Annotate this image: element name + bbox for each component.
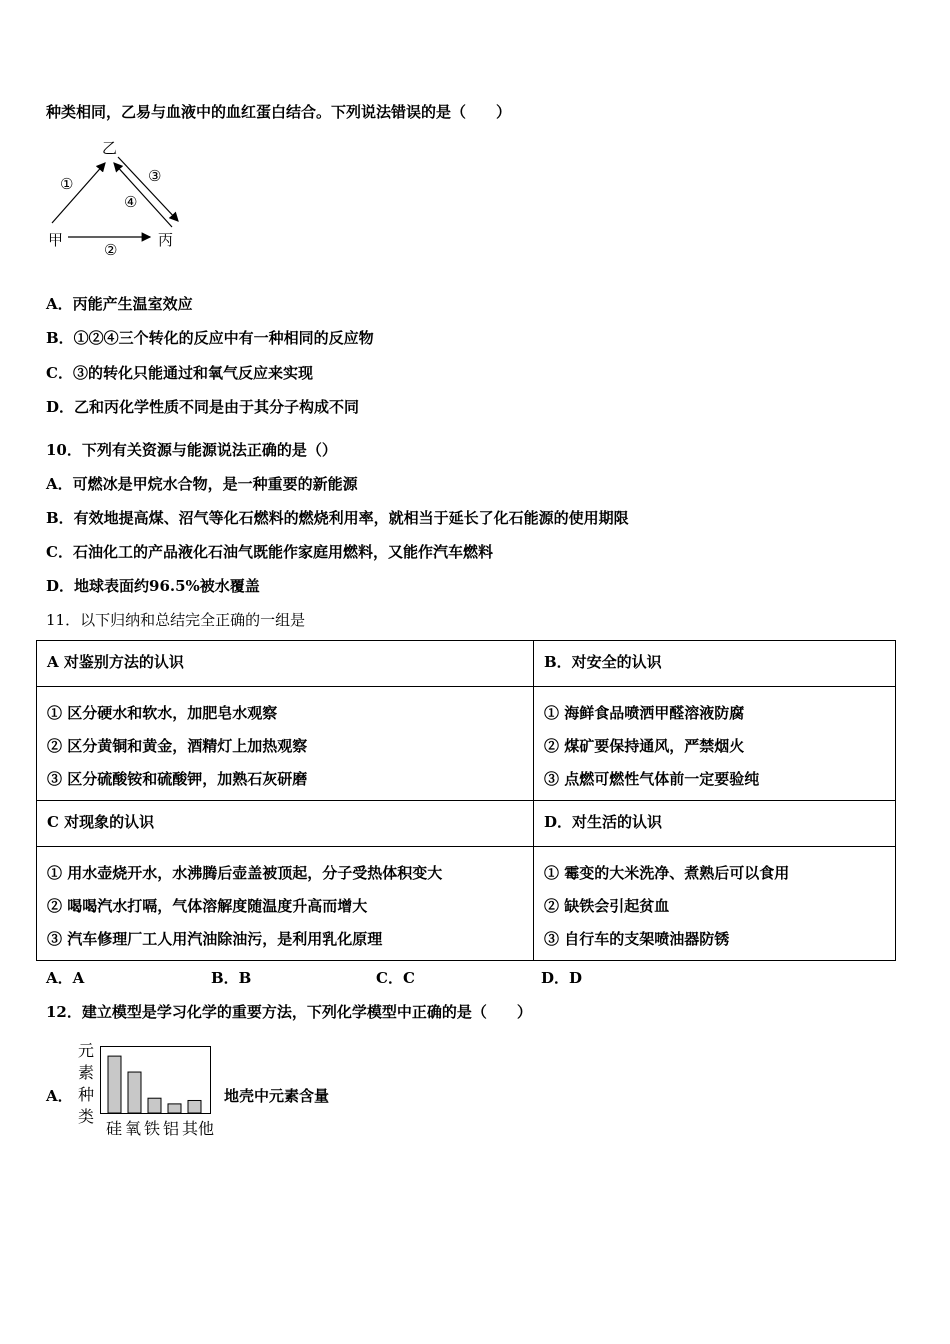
arrow-1 <box>52 163 105 223</box>
cell-b-title: B．对安全的认识 <box>534 641 896 687</box>
label-2: ② <box>104 241 118 259</box>
cell-d-item: ① 霉变的大米洗净、煮熟后可以食用 <box>544 864 790 882</box>
cell-a-item: ① 区分硬水和软水，加肥皂水观察 <box>47 704 278 722</box>
q10-option-b[interactable]: B．有效地提高煤、沼气等化石燃料的燃烧利用率，就相当于延长了化石能源的使用期限 <box>46 509 629 527</box>
cell-d-title: D．对生活的认识 <box>534 801 896 847</box>
chart-caption: 地壳中元素含量 <box>224 1087 330 1105</box>
chart-ylabel: 元素种类 <box>78 1041 95 1126</box>
bar-铝 <box>168 1104 181 1113</box>
cell-d-item: ③ 自行车的支架喷油器防锈 <box>544 930 730 948</box>
x-tick-label: 氧 <box>125 1119 142 1138</box>
cell-c-body <box>37 847 534 961</box>
cell-b-body <box>534 687 896 801</box>
q10-option-c[interactable]: C．石油化工的产品液化石油气既能作家庭用燃料，又能作汽车燃料 <box>46 543 493 561</box>
node-jia: 甲 <box>48 231 64 249</box>
q9-option-a[interactable]: A．丙能产生温室效应 <box>46 295 193 313</box>
q11-answer-c[interactable]: C．C <box>376 969 415 987</box>
q9-transformation-diagram <box>40 135 200 265</box>
q9-option-b[interactable]: B．①②④三个转化的反应中有一种相同的反应物 <box>46 329 374 347</box>
node-bing: 丙 <box>158 231 174 249</box>
cell-c-item: ③ 汽车修理厂工人用汽油除油污，是利用乳化原理 <box>47 930 383 948</box>
arrow-4 <box>114 163 172 227</box>
cell-c-item: ② 喝喝汽水打嗝，气体溶解度随温度升高而增大 <box>47 897 368 915</box>
diagram-arrows <box>40 135 200 265</box>
cell-a-title: A 对鉴别方法的认识 <box>37 641 534 687</box>
cell-c-item: ① 用水壶烧开水，水沸腾后壶盖被顶起，分子受热体积变大 <box>47 864 443 882</box>
cell-c-title: C 对现象的认识 <box>37 801 534 847</box>
q10-option-d[interactable]: D．地球表面约96.5%被水覆盖 <box>46 577 260 595</box>
q9-option-c[interactable]: C．③的转化只能通过和氧气反应来实现 <box>46 364 313 382</box>
q12-stem: 12．建立模型是学习化学的重要方法，下列化学模型中正确的是（ ） <box>46 1003 532 1021</box>
bar-硅 <box>108 1056 121 1113</box>
cell-a-body <box>37 687 534 801</box>
x-tick-label: 硅 <box>106 1119 123 1138</box>
label-4: ④ <box>124 193 138 211</box>
cell-b-item: ① 海鲜食品喷洒甲醛溶液防腐 <box>544 704 745 722</box>
cell-b-item: ③ 点燃可燃性气体前一定要验纯 <box>544 770 760 788</box>
q11-answer-a[interactable]: A．A <box>46 969 85 987</box>
q11-stem: 11．以下归纳和总结完全正确的一组是 <box>46 611 306 629</box>
q9-option-d[interactable]: D．乙和丙化学性质不同是由于其分子构成不同 <box>46 398 360 416</box>
cell-b-item: ② 煤矿要保持通风，严禁烟火 <box>544 737 745 755</box>
q10-stem: 10．下列有关资源与能源说法正确的是（） <box>46 441 337 459</box>
cell-a-item: ③ 区分硫酸铵和硫酸钾，加熟石灰研磨 <box>47 770 308 788</box>
node-yi: 乙 <box>102 139 118 157</box>
bar-铁 <box>148 1098 161 1113</box>
label-1: ① <box>60 175 74 193</box>
cell-a-item: ② 区分黄铜和黄金，酒精灯上加热观察 <box>47 737 308 755</box>
q9-intro: 种类相同，乙易与血液中的血红蛋白结合。下列说法错误的是（ ） <box>46 103 512 121</box>
bar-氧 <box>128 1072 141 1113</box>
x-tick-label: 铁 <box>144 1119 161 1138</box>
q10-option-a[interactable]: A．可燃冰是甲烷水合物，是一种重要的新能源 <box>46 475 358 493</box>
q11-answer-d[interactable]: D．D <box>541 969 583 987</box>
q12-option-a-letter[interactable]: A． <box>46 1087 73 1105</box>
q11-table <box>36 640 896 961</box>
label-3: ③ <box>148 167 162 185</box>
x-tick-label: 其他 <box>182 1119 215 1138</box>
x-tick-label: 铝 <box>163 1119 180 1138</box>
bar-其他 <box>188 1100 201 1113</box>
cell-d-item: ② 缺铁会引起贫血 <box>544 897 670 915</box>
q12-bar-chart <box>78 1040 223 1140</box>
q11-answer-b[interactable]: B．B <box>211 969 252 987</box>
cell-d-body <box>534 847 896 961</box>
